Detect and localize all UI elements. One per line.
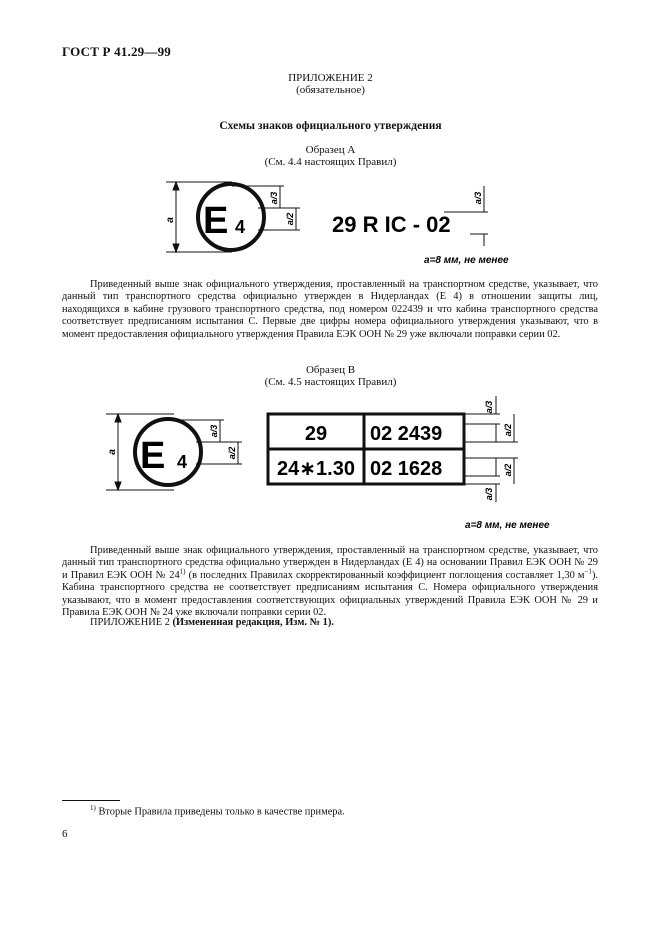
appendix-title: ПРИЛОЖЕНИЕ 2 [288, 72, 373, 84]
sample-b-dim-a2-label: a/2 [227, 446, 237, 460]
sample-a-dim-a2-label: a/2 [285, 212, 295, 226]
sample-b-dim-a-label: a [107, 449, 118, 455]
sample-b-dim-a2-top: a/2 [503, 423, 513, 437]
paragraph-b-part3: ). Кабина транспортного средства не соответствует предписаниям испытания С. Номера официального утверждения указывают, что в момент предоставления соответствующих официальных утверждений Правила ЕЭК ООН № 29 и Правила ЕЭК ООН № 24 уже включали поправки серии 02. [62, 569, 598, 619]
footnote-text: Вторые Правила приведены только в качестве примера. [95, 806, 345, 818]
page-number: 6 [62, 828, 68, 840]
amendment-label: ПРИЛОЖЕНИЕ 2 [90, 617, 173, 628]
mark-number-b: 4 [177, 452, 188, 472]
table-cell-r1-right: 02 2439 [370, 423, 443, 445]
sample-b-dim-a3-top: a/3 [484, 400, 494, 414]
sample-b-note: a=8 мм, не менее [465, 520, 550, 531]
footnote-marker: 1) [90, 804, 96, 812]
mark-number-a: 4 [235, 217, 246, 237]
mark-letter-a: E [203, 200, 229, 242]
table-cell-r1-left: 29 [304, 423, 328, 445]
appendix-subtitle: (обязательное) [296, 84, 365, 96]
sample-b-ref: (См. 4.5 настоящих Правил) [264, 376, 397, 388]
paragraph-b-part2: (в последних Правилах скорректированный коэффициент поглощения составляет 1,30 м [185, 569, 585, 581]
amendment-note [90, 617, 334, 628]
document-header: ГОСТ Р 41.29—99 [62, 44, 171, 59]
sample-a-note: a=8 мм, не менее [424, 255, 509, 266]
paragraph-b-part1: Приведенный выше знак официального утверждения, проставленный на транспортном средстве, указывает, что данный тип транспортного средства официально утвержден в Нидерландах (Е 4) на основании Правил ЕЭК ООН № 29 и Правил ЕЭК ООН № 24 [62, 545, 598, 581]
footnote [90, 804, 345, 817]
table-cell-r2-right: 02 1628 [370, 458, 443, 480]
amendment-text: (Измененная редакция, Изм. № 1). [172, 617, 334, 628]
sample-b-dim-a2-bottom: a/2 [503, 463, 513, 477]
sample-b-dim-a3-bottom: a/3 [484, 487, 494, 501]
footnote-reference: 1) [179, 567, 186, 576]
sample-b-dim-a3-label: a/3 [209, 424, 219, 438]
sample-a-dim-a3-right-label: a/3 [473, 191, 483, 205]
mark-letter-b: E [140, 435, 166, 477]
table-cell-r2-left: 24∗1.30 [277, 458, 355, 480]
sample-b-title: Образец В [305, 364, 356, 376]
sample-a-ref: (См. 4.4 настоящих Правил) [264, 156, 397, 168]
section-heading: Схемы знаков официального утверждения [219, 120, 442, 132]
sample-a-dim-a3-label: a/3 [269, 191, 279, 205]
sample-a-title: Образец А [305, 144, 356, 156]
paragraph-sample-b [62, 545, 598, 619]
unit-exponent: −1 [584, 567, 592, 576]
approval-number-a: 29 R IC - 02 [332, 212, 451, 237]
sample-a-dim-a-label: a [165, 217, 176, 223]
footnote-divider [62, 800, 120, 801]
paragraph-sample-a: Приведенный выше знак официального утверждения, проставленный на транспортном средстве, указывает, что данный тип транспортного средства официально утвержден в Нидерландах (Е 4) в отношении защиты лиц, находящихся в кабине грузового транспортного средства, под номером 022439 и что кабина транспортного средства соответствует предписаниям испытания С. Первые две цифры номера официального утверждения указывают, что в момент предоставления официального утверждения Правила ЕЭК ООН № 29 уже включали поправки серии 02. [62, 279, 598, 340]
